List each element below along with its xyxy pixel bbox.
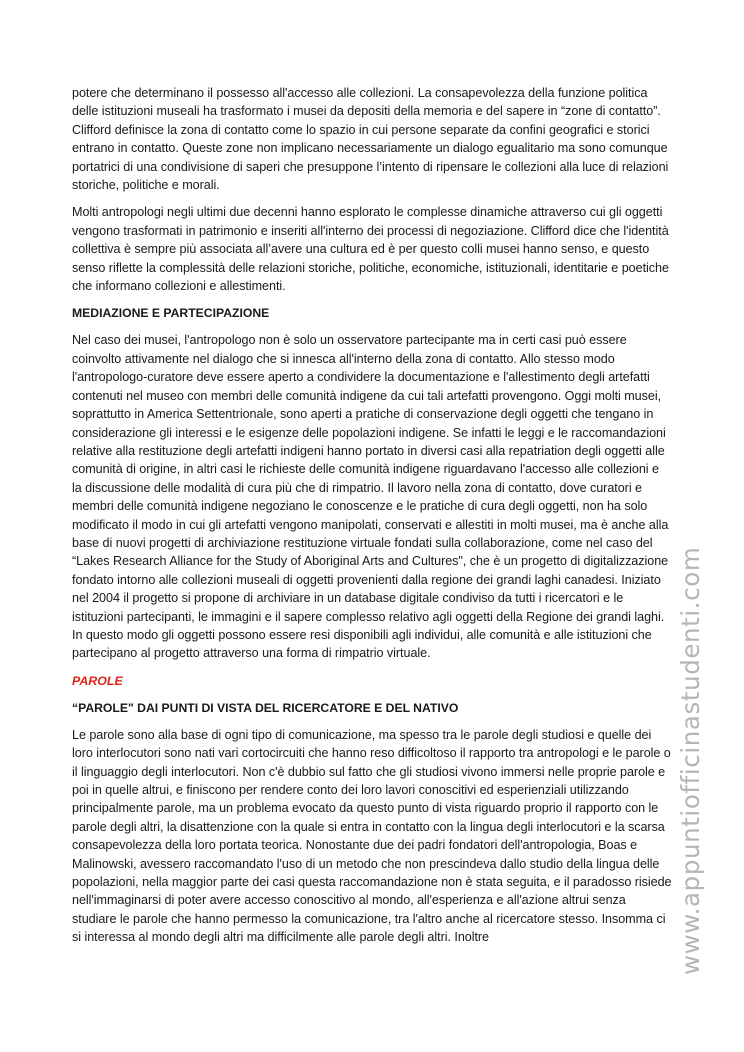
section-title-parole: PAROLE (72, 673, 123, 688)
watermark-url: www.appuntiofficinastudenti.com (676, 546, 705, 975)
document-body (72, 84, 672, 956)
paragraph-3: Nel caso dei musei, l'antropologo non è solo un osservatore partecipante ma in certi casi può essere coinvolto attivamente nel dialogo che si innesca all'interno della zona di contatto. Allo stesso modo l'antropologo-curatore deve essere aperto a condividere la documentazione e l'allestimento degli artefatti contenuti nel museo con membri delle comunità indigene da cui tali artefatti provengono. Oggi molti musei, soprattutto in America Settentrionale, sono aperti a pratiche di conservazione degli oggetti che tengano in considerazione gli interessi e le esigenze delle popolazioni indigene. Se infatti le leggi e le raccomandazioni relative alla restituzione degli artefatti indigeni hanno portato in diversi casi alla repatriation degli oggetti alle comunità di origine, in altri casi le richieste delle comunità indigene riguardavano l'accesso alle collezioni e la discussione delle modalità di cura più che di rimpatrio. Il lavoro nella zona di contatto, dove curatori e membri delle comunità indigene negoziano le conoscenze e le pratiche di cura degli oggetti, non ha solo modificato il modo in cui gli artefatti vengono manipolati, conservati e allestiti in molti musei, ma è anche alla base di nuovi progetti di archiviazione restituzione virtuale fondati sulla collaborazione, come nel caso del “Lakes Research Alliance for the Study of Aboriginal Arts and Cultures", che è un progetto di digitalizzazione fondato intorno alle collezioni museali di oggetti provenienti dalla regione dei grandi laghi canadesi. Iniziato nel 2004 il progetto si propone di archiviare in un database digitale condiviso da tutti i ricercatori e le istituzioni partecipanti, le immagini e il sapere complesso relativo agli oggetti della Regione dei grandi laghi. In questo modo gli oggetti possono essere resi disponibili agli individui, alle comunità e alle istituzioni che partecipano al progetto attraverso una forma di rimpatrio virtuale. (72, 333, 669, 661)
heading-mediazione: MEDIAZIONE E PARTECIPAZIONE (72, 306, 270, 321)
paragraph-4: Le parole sono alla base di ogni tipo di comunicazione, ma spesso tra le parole degli studiosi e quelle dei loro interlocutori sono nati vari cortocircuiti che hanno reso difficoltoso il rapporto tra antropologi e le parole o il linguaggio degli interlocutori. Non c'è dubbio sul fatto che gli studiosi vivono immersi nelle proprie parole e poi in quelle altrui, e finiscono per rendere conto dei loro lavori conoscitivi ed esperienziali utilizzando principalmente parole, ma un problema evocato da questo punto di vista riguardo proprio il rapporto con le parole degli altri, la disattenzione con la quale si entra in contatto con la lingua degli interlocutori e la scarsa consapevolezza della loro portata teorica. Nonostante due dei padri fondatori dell'antropologia, Boas e Malinowski, avessero raccomandato l'uso di un metodo che non prescindeva dallo studio della lingua delle popolazioni, nella maggior parte dei casi questa raccomandazione non è stata seguita, e il paradosso risiede nell'immaginarsi di poter avere accesso conoscitivo al mondo, all'esperienza e all'azione altrui senza studiare le parole che hanno permesso la comunicazione, tra l'altro anche al ricercatore stesso. Insomma ci si interessa al mondo degli altri ma difficilmente alle parole degli altri. Inoltre (72, 727, 672, 945)
heading-parole: “PAROLE" DAI PUNTI DI VISTA DEL RICERCATORE E DEL NATIVO (72, 700, 459, 715)
paragraph-1: potere che determinano il possesso all'accesso alle collezioni. La consapevolezza della funzione politica delle istituzioni museali ha trasformato i musei da depositi della memoria e del sapere in “zone di contatto”. Clifford definisce la zona di contatto come lo spazio in cui persone separate da confini geografici e storici entrano in contatto. Queste zone non implicano necessariamente un dialogo egualitario ma sono comunque portatrici di una condivisione di saperi che presuppone l’intento di ripensare le collezioni alla luce di relazioni storiche, politiche e morali. (72, 86, 669, 193)
paragraph-2: Molti antropologi negli ultimi due decenni hanno esplorato le complesse dinamiche attraverso cui gli oggetti vengono trasformati in patrimonio e inseriti all'interno dei processi di negoziazione. Clifford dice che l'identità collettiva è sempre più associata all’avere una cultura ed è per questo colli musei hanno senso, e questo senso riflette la complessità delle relazioni storiche, politiche, economiche, istituzionali, identitarie e poetiche che informano collezioni e allestimenti. (72, 205, 669, 294)
